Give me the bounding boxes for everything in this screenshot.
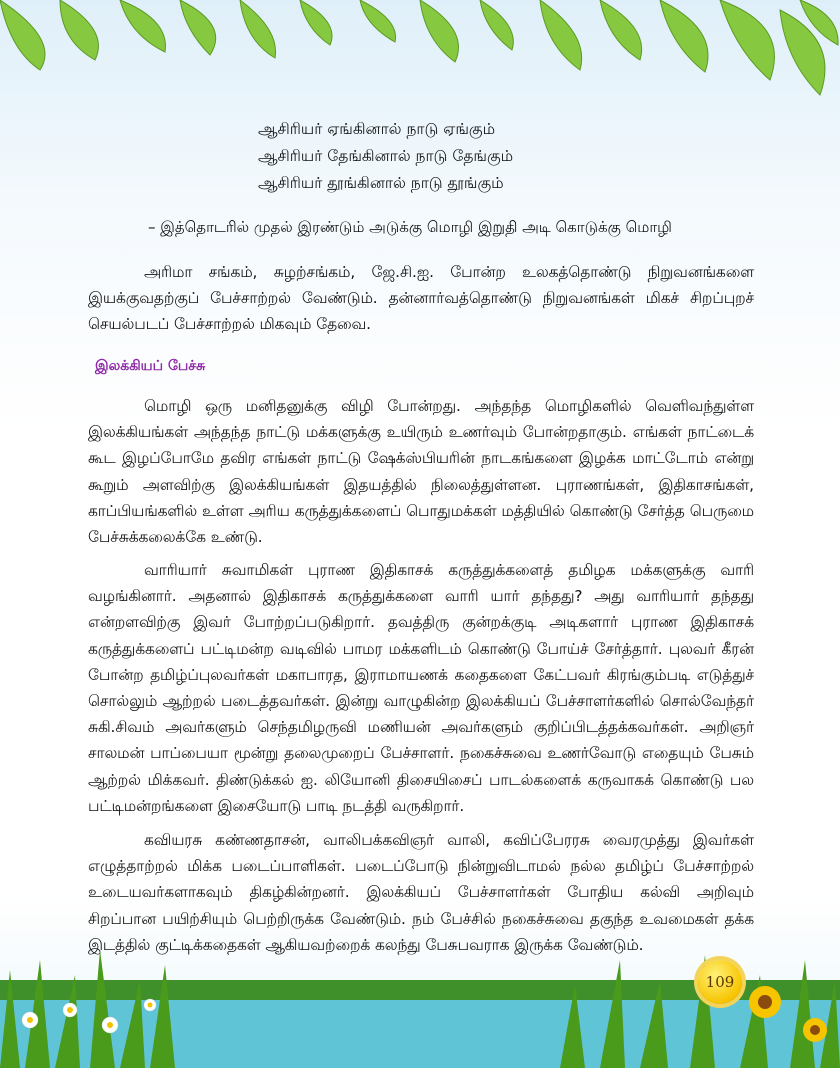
verse-note: – இத்தொடரில் முதல் இரண்டும் அடுக்கு மொழி இறுதி அடி கொடுக்கு மொழி xyxy=(148,218,672,236)
paragraph-3: வாரியார் சுவாமிகள் புராண இதிகாசக் கருத்துக்களைத் தமிழக மக்களுக்கு வாரி வழங்கினார். அதனால் இதிகாசக் கருத்துக்களை வாரி யார் தந்தது? அது வாரியார் தந்தது என்றளவிற்கு இவர் போற்றப்படுகிறார். தவத்திரு குன்றக்குடி அடிகளார் புராண இதிகாசக் கருத்துக்களைப் பட்டிமன்ற வடிவில் பாமர மக்களிடம் கொண்டு போய்ச் சேர்த்தார். புலவர் கீரன் போன்ற தமிழ்ப்புலவர்கள் மகாபாரத, இராமாயணக் கதைகளை கேட்பவர் கிரங்கும்படி எடுத்துச் சொல்லும் ஆற்றல் படைத்தவர்கள். இன்று வாழுகின்ற இலக்கியப் பேச்சாளர்களில் சொல்வேந்தர் சுகி.சிவம் அவர்களும் செந்தமிழருவி மணியன் அவர்களும் குறிப்பிடத்தக்கவர்கள். அறிஞர் சாலமன் பாப்பையா மூன்று தலைமுறைப் பேச்சாளர். நகைச்சுவை உணர்வோடு எதையும் பேசும் ஆற்றல் மிக்கவர். திண்டுக்கல் ஐ. லியோனி திசையிசைப் பாடல்களைக் கருவாகக் கொண்டு பல பட்டிமன்றங்களை இசையோடு பாடி நடத்தி வருகிறார். xyxy=(88,561,754,815)
verse-line-1: ஆசிரியர் ஏங்கினால் நாடு ஏங்கும் xyxy=(258,120,496,138)
verse-line-2: ஆசிரியர் தேங்கினால் நாடு தேங்கும் xyxy=(258,147,514,165)
leaf-branch-decoration xyxy=(0,0,840,110)
paragraph-1: அரிமா சங்கம், சுழற்சங்கம், ஜே.சி.ஐ. போன்ற உலகத்தொண்டு நிறுவனங்களை இயக்குவதற்குப் பேச்சாற்றல் வேண்டும். தன்னார்வத்தொண்டு நிறுவனங்கள் மிகச் சிறப்புறச் செயல்படப் பேச்சாற்றல் மிகவும் தேவை. xyxy=(88,263,754,334)
section-heading: இலக்கியப் பேச்சு xyxy=(95,358,206,374)
verse-line-3: ஆசிரியர் தூங்கினால் நாடு தூங்கும் xyxy=(258,174,504,192)
paragraph-2: மொழி ஒரு மனிதனுக்கு விழி போன்றது. அந்தந்த மொழிகளில் வெளிவந்துள்ள இலக்கியங்கள் அந்தந்த நாட்டு மக்களுக்கு உயிரும் உணர்வும் போன்றதாகும். எங்கள் நாட்டைக் கூட இழப்போமே தவிர எங்கள் நாட்டு ஷேக்ஸ்பியரின் நாடகங்களை இழக்க மாட்டோம் என்று கூறும் அளவிற்கு இலக்கியங்கள் இதயத்தில் நிலைத்துள்ளன. புராணங்கள், இதிகாசங்கள், காப்பியங்களில் உள்ள அரிய கருத்துக்களைப் பொதுமக்கள் மத்தியில் கொண்டு சேர்த்த பெருமை பேச்சுக்கலைக்கே உண்டு. xyxy=(88,397,754,547)
page-number-badge: 109 xyxy=(698,960,742,1004)
paragraph-4: கவியரசு கண்ணதாசன், வாலிபக்கவிஞர் வாலி, கவிப்பேரரசு வைரமுத்து இவர்கள் எழுத்தாற்றல் மிக்க படைப்பாளிகள். படைப்போடு நின்றுவிடாமல் நல்ல தமிழ்ப் பேச்சாற்றல் உடையவர்களாகவும் திகழ்கின்றனர். இலக்கியப் பேச்சாளர்கள் போதிய கல்வி அறிவும் சிறப்பான பயிற்சியும் பெற்றிருக்க வேண்டும். நம் பேச்சில் நகைச்சுவை தகுந்த உவமைகள் தக்க இடத்தில் குட்டிக்கதைகள் ஆகியவற்றைக் கலந்து பேசுபவராக இருக்க வேண்டும். xyxy=(88,831,754,954)
